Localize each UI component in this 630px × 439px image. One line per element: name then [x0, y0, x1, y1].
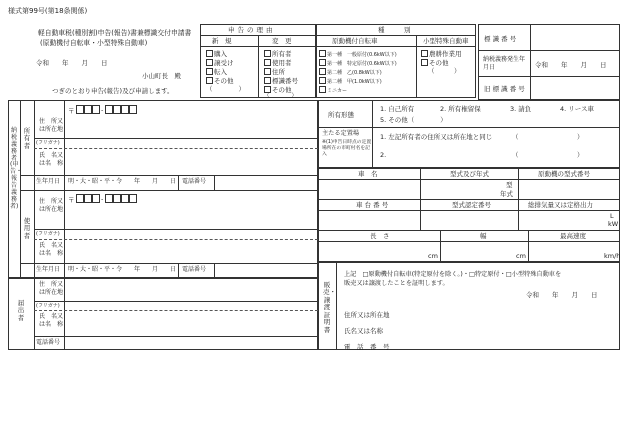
postal-mark: 〒	[68, 107, 75, 115]
type-header: 種 別	[378, 26, 411, 34]
reason-change-item[interactable]: 住所	[264, 68, 285, 76]
sale-phone-label: 電 話 番 号	[344, 343, 390, 351]
checkbox[interactable]	[421, 59, 428, 66]
owner-address-label: 住 所又 は所在地	[38, 118, 70, 133]
storage-line1[interactable]: 1. 左記所有者の住所又は所在地と同じ	[380, 133, 493, 141]
postal-box[interactable]	[84, 105, 92, 114]
postal-box[interactable]	[129, 105, 137, 114]
unit-cm: cm	[428, 252, 438, 260]
reason-change-item[interactable]: 標識番号	[264, 77, 298, 85]
type-moped-item[interactable]: ミニカー	[319, 86, 347, 94]
change-header: 変 更	[272, 37, 292, 45]
postal-box[interactable]	[105, 105, 113, 114]
user-label: 使用者	[23, 217, 31, 240]
sale-text-2: 販売又は譲渡したことを証明します。	[344, 280, 449, 287]
filer-address-label: 住 所又 は所在地	[38, 281, 70, 296]
issue-date-value[interactable]: 令和 年 月 日	[535, 61, 607, 69]
unit-kw: kW	[608, 220, 619, 228]
checkbox[interactable]	[319, 68, 326, 75]
storage-label: 主たる定置場	[322, 130, 360, 137]
user-era[interactable]: 明・大・昭・平・令 年 月 日	[68, 266, 177, 273]
type-special-paren: （ ）	[428, 67, 461, 75]
type-special-item[interactable]: その他	[421, 59, 449, 67]
checkbox[interactable]	[319, 59, 326, 66]
form-title: 軽自動車税(種別割)申告(報告)書兼標識交付申請書	[38, 29, 192, 37]
postal-box[interactable]	[92, 105, 100, 114]
reason-new-item[interactable]: 譲受け	[206, 59, 234, 67]
user-phone-label: 電話番号	[182, 266, 207, 273]
checkbox[interactable]	[319, 77, 326, 84]
form-number: 様式第99号(第18条関係)	[8, 7, 88, 15]
postal-box[interactable]	[84, 194, 92, 203]
checkbox[interactable]	[319, 50, 326, 57]
checkbox[interactable]	[206, 59, 213, 66]
ownership-option[interactable]: 4. リース車	[560, 105, 594, 113]
reason-change-item[interactable]: 所有者	[264, 50, 292, 58]
owner-era[interactable]: 明・大・昭・平・令 年 月 日	[68, 178, 177, 185]
user-furigana-label: (フリガナ)	[36, 231, 60, 237]
sale-address-label: 住所又は所在地	[344, 311, 390, 319]
form-subtitle: (原動機付自転車・小型特殊自動車)	[40, 39, 148, 47]
reason-new-item[interactable]: 購入	[206, 50, 227, 58]
ownership-option[interactable]: 1. 自己所有	[380, 105, 415, 113]
speed-label: 最高速度	[560, 232, 586, 240]
vehicle-type-suffix: 型	[506, 181, 513, 189]
sale-text-1: 上記 □原動機付自転車(特定原付を除く。)・□特定原付・□小型特殊自動車を	[344, 271, 562, 278]
reason-change-item[interactable]: 使用者	[264, 59, 292, 67]
type-moped-item[interactable]: 第一種 特定原付(0.6kW以下)	[319, 59, 397, 67]
form-date: 令和 年 月 日	[36, 59, 108, 67]
sale-name-label: 氏名又は名称	[344, 327, 383, 335]
vehicle-year-suffix: 年式	[500, 190, 513, 198]
postal-box[interactable]	[129, 194, 137, 203]
postal-box[interactable]	[113, 194, 121, 203]
owner-label: 所有者	[23, 127, 31, 150]
storage-line2-paren: （ ）	[512, 151, 584, 159]
reason-new-item[interactable]: 転入	[206, 68, 227, 76]
recipient: 小山町長 殿	[142, 72, 181, 80]
storage-line2[interactable]: 2.	[380, 151, 387, 159]
owner-name-label: 氏 名又 は名 称	[38, 152, 70, 167]
length-label: 長 さ	[370, 232, 390, 240]
checkbox[interactable]	[264, 59, 271, 66]
ownership-option[interactable]: 5. その他（ ）	[380, 116, 447, 124]
postal-box[interactable]	[105, 194, 113, 203]
filer-name-label: 氏 名又 は名 称	[38, 313, 70, 328]
owner-birth-label: 生年月日	[36, 178, 61, 185]
unit-kmh: km/h	[604, 252, 621, 260]
vehicle-box	[318, 168, 620, 262]
ownership-label: 所有形態	[328, 111, 354, 119]
checkbox[interactable]	[264, 68, 271, 75]
user-birth-label: 生年月日	[36, 266, 61, 273]
cert-label: 型式認定番号	[452, 201, 491, 209]
postal-box[interactable]	[76, 194, 84, 203]
reason-header: 申告の理由	[228, 26, 276, 34]
postal-box[interactable]	[113, 105, 121, 114]
reason-change-item[interactable]: その他	[264, 86, 292, 94]
taxpayer-side-label: 納税義務者(申告・報告義務者)	[10, 127, 23, 210]
intro-text: つぎのとおり申告(報告)及び申請します。	[52, 87, 174, 95]
storage-line1-paren: （ ）	[512, 133, 584, 141]
owner-furigana-label: (フリガナ)	[36, 140, 60, 146]
checkbox[interactable]	[206, 50, 213, 57]
issue-date-label: 納税義務発生年月日	[483, 56, 526, 71]
vehicle-engine-label: 原動機の型式番号	[538, 170, 590, 178]
type-moped-item[interactable]: 第二種 乙(0.8kW以下)	[319, 68, 382, 76]
checkbox[interactable]	[319, 86, 326, 93]
user-name-label: 氏 名又 は名 称	[38, 242, 70, 257]
checkbox[interactable]	[206, 68, 213, 75]
ownership-option[interactable]: 3. 請負	[510, 105, 532, 113]
checkbox[interactable]	[264, 77, 271, 84]
vehicle-name-label: 車 名	[358, 170, 378, 178]
checkbox[interactable]	[206, 77, 213, 84]
postal-box[interactable]	[121, 194, 129, 203]
moped-header: 原動機付自転車	[332, 37, 378, 45]
type-moped-item[interactable]: 第二種 甲(1.0kW以下)	[319, 77, 382, 85]
unit-l: L	[610, 212, 614, 220]
sale-side-label: 販売・譲渡証明書	[323, 281, 336, 334]
filer-side-label: 届出者	[17, 299, 25, 322]
user-address-label: 住 所又 は所在地	[38, 198, 70, 213]
reason-new-item[interactable]: その他	[206, 77, 234, 85]
checkbox[interactable]	[264, 50, 271, 57]
postal-box[interactable]	[92, 194, 100, 203]
postal-box[interactable]	[76, 105, 84, 114]
sale-date[interactable]: 令和 年 月 日	[526, 291, 598, 299]
storage-note: ※(1)申告日時点の定置場所在の市町村名を記入	[322, 140, 372, 157]
filer-furigana-label: (フリガナ)	[36, 303, 60, 309]
type-special-item[interactable]: 農耕作業用	[421, 50, 462, 58]
reason-new-paren: （ ）	[206, 85, 245, 93]
plate-number-label: 標 識 番 号	[484, 35, 517, 43]
displacement-label: 総排気量又は定格出力	[528, 201, 593, 209]
width-label: 幅	[480, 232, 487, 240]
reason-change-paren: （ ）	[264, 93, 298, 99]
type-moped-item[interactable]: 第一種 一般原付(0.6kW以下)	[319, 50, 397, 58]
unit-cm: cm	[516, 252, 526, 260]
vehicle-model-label: 型式及び年式	[450, 170, 489, 178]
ownership-option[interactable]: 2. 所有権留保	[440, 105, 481, 113]
chassis-label: 車 台 番 号	[356, 201, 389, 209]
old-plate-label: 旧 標 識 番 号	[484, 85, 525, 93]
owner-phone-label: 電話番号	[182, 178, 207, 185]
special-header: 小型特殊自動車	[423, 37, 469, 45]
checkbox[interactable]	[421, 50, 428, 57]
new-header: 新 規	[212, 37, 232, 45]
checkbox[interactable]	[264, 86, 271, 93]
filer-phone-label: 電話番号	[36, 339, 61, 346]
postal-box[interactable]	[121, 105, 129, 114]
postal-mark: 〒	[68, 196, 75, 204]
